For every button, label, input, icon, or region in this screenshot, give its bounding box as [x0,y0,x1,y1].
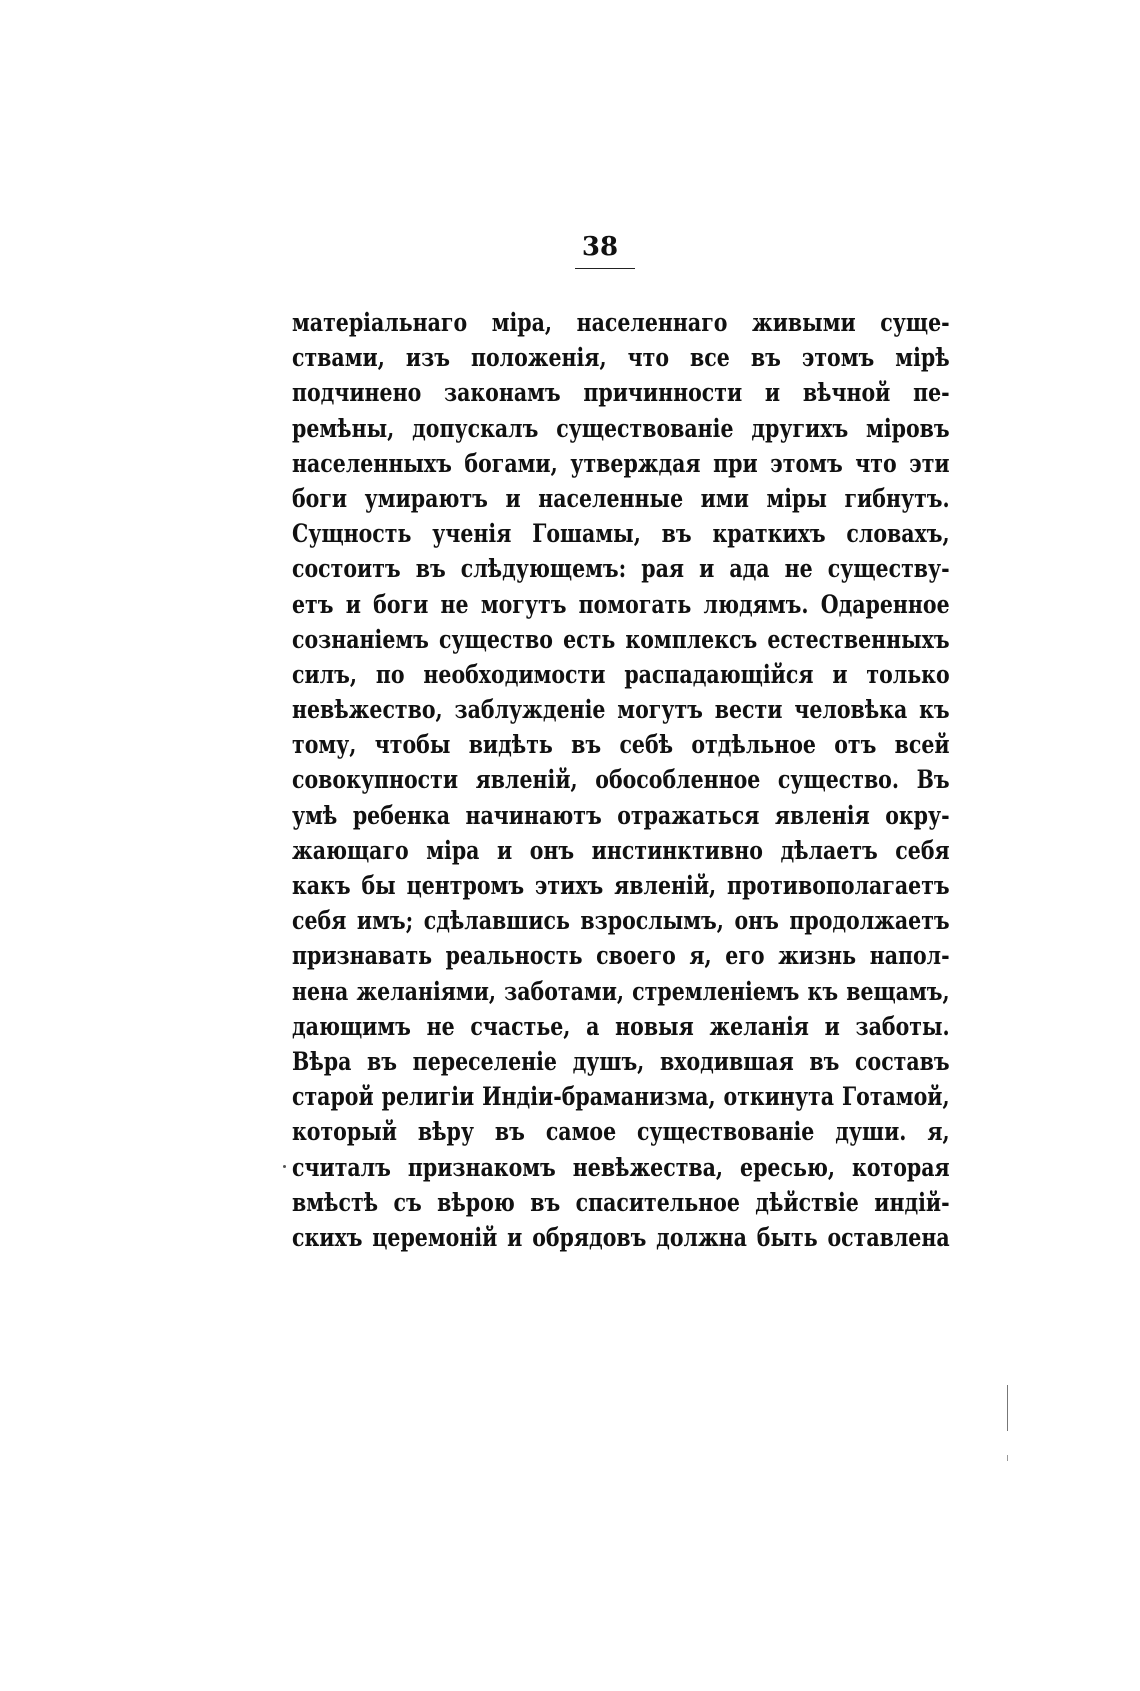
text-line: какъ бы центромъ этихъ явленій, противополагаетъ [292,871,950,900]
text-line: признавать реальность своего я, его жизнь напол- [292,941,950,971]
scan-speck [283,1165,286,1168]
text-line: умѣ ребенка начинаютъ отражаться явленія окру- [292,800,950,830]
text-line: невѣжество, заблужденіе могутъ вести человѣка къ [292,695,950,725]
text-line: себя имъ; сдѣлавшись взрослымъ, онъ продолжаетъ [292,906,950,936]
text-line: Сущность ученія Гошамы, въ краткихъ словахъ, [292,519,950,549]
page-number: 38 [581,232,619,262]
text-line: ремѣны, допускалъ существованіе другихъ міровъ [292,413,950,443]
text-line: ствами, изъ положенія, что все въ этомъ мірѣ [292,343,950,373]
text-line: старой религіи Индіи-браманизма, откинута Готамой, [292,1082,950,1112]
text-line: сознаніемъ существо есть комплексъ естественныхъ [292,624,950,654]
page-number-rule [575,268,635,269]
text-line: тому, чтобы видѣть въ себѣ отдѣльное отъ всей [292,730,950,760]
text-line: жающаго міра и онъ инстинктивно дѣлаетъ себя [292,835,950,865]
text-line: населенныхъ богами, утверждая при этомъ что эти [292,448,950,478]
scan-edge-dot [1007,1455,1008,1461]
text-line: считалъ признакомъ невѣжества, ересью, которая [292,1152,950,1182]
text-line: Вѣра въ переселеніе душъ, входившая въ составъ [292,1046,950,1076]
text-line: етъ и боги не могутъ помогать людямъ. Одаренное [292,589,950,619]
body-text [292,305,950,1255]
text-line: матеріальнаго міра, населеннаго живыми суще- [292,308,950,337]
text-line: скихъ церемоній и обрядовъ должна быть оставлена [292,1222,950,1252]
text-line: состоитъ въ слѣдующемъ: рая и ада не существу- [292,554,950,584]
text-line: вмѣстѣ съ вѣрою въ спасительное дѣйствіе индій- [292,1187,950,1217]
text-line: совокупности явленій, обособленное существо. Въ [292,765,950,795]
scan-edge-mark [1007,1385,1008,1431]
text-line: силъ, по необходимости распадающійся и только [292,659,950,689]
text-line: боги умираютъ и населенные ими міры гибнутъ. [292,483,950,513]
text-line: дающимъ не счастье, а новыя желанія и заботы. [292,1011,950,1041]
text-line: который вѣру въ самое существованіе души. я, [292,1117,950,1147]
text-line: подчинено законамъ причинности и вѣчной пе- [292,378,950,408]
text-line: нена желаніями, заботами, стремленіемъ къ вещамъ, [292,976,950,1006]
